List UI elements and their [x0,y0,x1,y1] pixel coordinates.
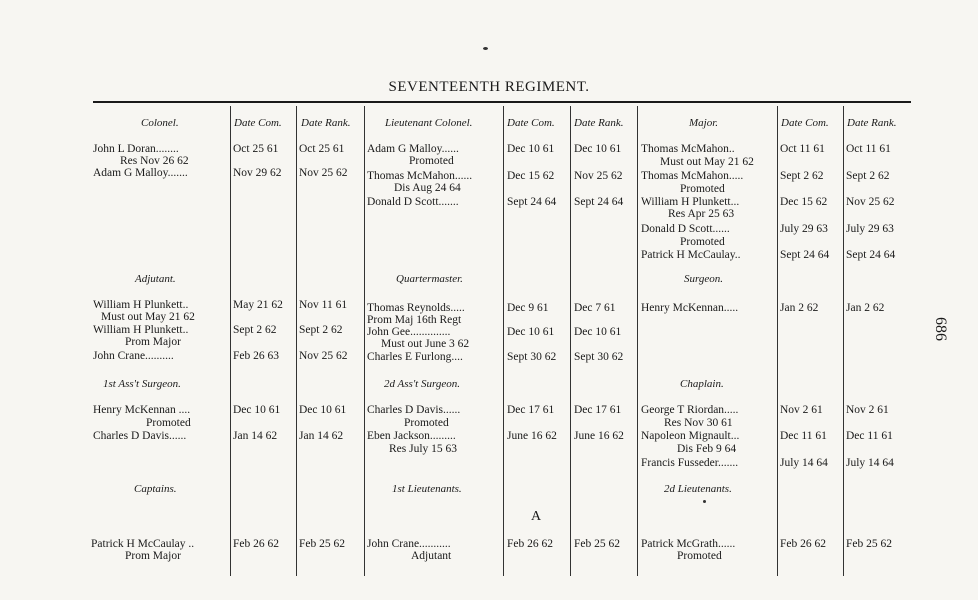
officer-note: Must out June 3 62 [381,338,470,350]
date-com: Feb 26 63 [233,350,279,362]
officer-note: Promoted [409,155,454,167]
date-rank: Dec 10 61 [574,326,622,338]
date-rank: June 16 62 [574,430,624,442]
officer-name: Adam G Malloy....... [93,167,188,179]
column-rule [503,106,504,576]
column-rule [570,106,571,576]
date-rank: Dec 11 61 [846,430,893,442]
officer-name: Donald D Scott...... [641,223,730,235]
officer-name: John Crane........... [367,538,451,550]
date-rank: Nov 25 62 [299,167,348,179]
date-com: Dec 10 61 [507,143,555,155]
column-rule [637,106,638,576]
officer-note: Prom Major [125,550,181,562]
header-lt-colonel: Lieutenant Colonel. [385,117,473,129]
date-com: July 29 63 [780,223,828,235]
column-rule [296,106,297,576]
officer-name: Charles E Furlong.... [367,351,463,363]
officer-name: Henry McKennan .... [93,404,191,416]
officer-note: Promoted [404,417,449,429]
date-rank: Nov 25 62 [299,350,348,362]
officer-name: Thomas McMahon.. [641,143,735,155]
date-rank: Sept 30 62 [574,351,624,363]
officer-note: Must out May 21 62 [660,156,754,168]
page-number: 686 [932,317,949,341]
speck [483,47,488,50]
officer-name: Donald D Scott....... [367,196,459,208]
header-colonel: Colonel. [141,117,179,129]
section-captains: Captains. [134,483,177,495]
column-rule [777,106,778,576]
date-rank: Dec 10 61 [574,143,622,155]
officer-name: Charles D Davis...... [93,430,187,442]
officer-note: Promoted [680,183,725,195]
officer-note: Dis Aug 24 64 [394,182,461,194]
officer-note: Res Nov 26 62 [120,155,189,167]
officer-name: Adam G Malloy...... [367,143,459,155]
header-major: Major. [689,117,719,129]
officer-note: Res Nov 30 61 [664,417,733,429]
section-quartermaster: Quartermaster. [396,273,463,285]
date-rank: Dec 7 61 [574,302,616,314]
date-rank: Feb 25 62 [574,538,620,550]
header-date-com: Date Com. [234,117,282,129]
date-rank: Jan 14 62 [299,430,344,442]
officer-name: Napoleon Mignault... [641,430,740,442]
date-rank: Sept 2 62 [846,170,890,182]
officer-name: Patrick H McCaulay .. [91,538,195,550]
top-rule [93,101,911,103]
section-chaplain: Chaplain. [680,378,724,390]
date-com: Sept 24 64 [780,249,830,261]
date-com: Dec 11 61 [780,430,827,442]
officer-note: Promoted [677,550,722,562]
date-com: Oct 11 61 [780,143,825,155]
officer-name: Francis Fusseder....... [641,457,739,469]
date-com: Oct 25 61 [233,143,279,155]
date-rank: Nov 11 61 [299,299,348,311]
date-com: Sept 2 62 [780,170,824,182]
officer-note: Promoted [680,236,725,248]
officer-note: Prom Maj 16th Regt [367,314,462,326]
date-rank: Oct 25 61 [299,143,345,155]
officer-note: Prom Major [125,336,181,348]
date-com: Nov 29 62 [233,167,282,179]
section-first-asst-surgeon: 1st Ass't Surgeon. [103,378,181,390]
officer-name: George T Riordan..... [641,404,739,416]
date-rank: Oct 11 61 [846,143,891,155]
officer-name: John Crane.......... [93,350,174,362]
date-com: June 16 62 [507,430,557,442]
date-rank: Feb 25 62 [299,538,345,550]
date-com: July 14 64 [780,457,828,469]
date-com: Feb 26 62 [780,538,826,550]
date-rank: Jan 2 62 [846,302,885,314]
officer-name: Patrick H McCaulay.. [641,249,741,261]
date-rank: Nov 2 61 [846,404,889,416]
officer-name: Patrick McGrath...... [641,538,736,550]
date-rank: Nov 25 62 [846,196,895,208]
section-surgeon: Surgeon. [684,273,724,285]
date-com: Feb 26 62 [507,538,553,550]
header-date-rank: Date Rank. [847,117,897,129]
date-com: Dec 9 61 [507,302,549,314]
section-second-asst-surgeon: 2d Ass't Surgeon. [384,378,460,390]
company-letter: A [531,509,542,524]
officer-name: William H Plunkett.. [93,324,189,336]
officer-note: Res July 15 63 [389,443,458,455]
date-com: Jan 14 62 [233,430,278,442]
date-rank: Feb 25 62 [846,538,892,550]
date-rank: Sept 24 64 [574,196,624,208]
date-com: Sept 30 62 [507,351,557,363]
header-date-com: Date Com. [781,117,829,129]
officer-note: Dis Feb 9 64 [677,443,737,455]
date-com: Dec 15 62 [780,196,828,208]
header-date-rank: Date Rank. [301,117,351,129]
column-rule [364,106,365,576]
section-second-lieutenants: 2d Lieutenants. [664,483,732,495]
officer-name: Henry McKennan..... [641,302,739,314]
officer-name: William H Plunkett.. [93,299,189,311]
officer-note: Res Apr 25 63 [668,208,735,220]
section-adjutant: Adjutant. [135,273,176,285]
officer-name: Charles D Davis...... [367,404,461,416]
date-com: Dec 17 61 [507,404,555,416]
header-date-rank: Date Rank. [574,117,624,129]
officer-note: Must out May 21 62 [101,311,195,323]
date-rank: July 14 64 [846,457,894,469]
officer-name: Eben Jackson......... [367,430,456,442]
date-com: Jan 2 62 [780,302,819,314]
date-com: Nov 2 61 [780,404,823,416]
date-com: May 21 62 [233,299,283,311]
officer-note: Promoted [146,417,191,429]
officer-name: Thomas McMahon...... [367,170,473,182]
officer-note: Adjutant [411,550,452,562]
date-com: Sept 24 64 [507,196,557,208]
date-com: Feb 26 62 [233,538,279,550]
section-first-lieutenants: 1st Lieutenants. [392,483,462,495]
date-rank: Dec 17 61 [574,404,622,416]
speck [703,500,706,503]
officer-name: Thomas Reynolds..... [367,302,465,314]
header-date-com: Date Com. [507,117,555,129]
date-com: Dec 10 61 [507,326,555,338]
date-rank: Nov 25 62 [574,170,623,182]
officer-name: John L Doran........ [93,143,179,155]
date-com: Dec 10 61 [233,404,281,416]
officer-name: John Gee.............. [367,326,451,338]
officer-name: William H Plunkett... [641,196,740,208]
date-rank: Dec 10 61 [299,404,347,416]
date-rank: Sept 24 64 [846,249,896,261]
date-com: Sept 2 62 [233,324,277,336]
officer-name: Thomas McMahon..... [641,170,744,182]
column-rule [230,106,231,576]
date-rank: Sept 2 62 [299,324,343,336]
date-rank: July 29 63 [846,223,894,235]
column-rule [843,106,844,576]
page-title: SEVENTEENTH REGIMENT. [388,79,590,95]
date-com: Dec 15 62 [507,170,555,182]
